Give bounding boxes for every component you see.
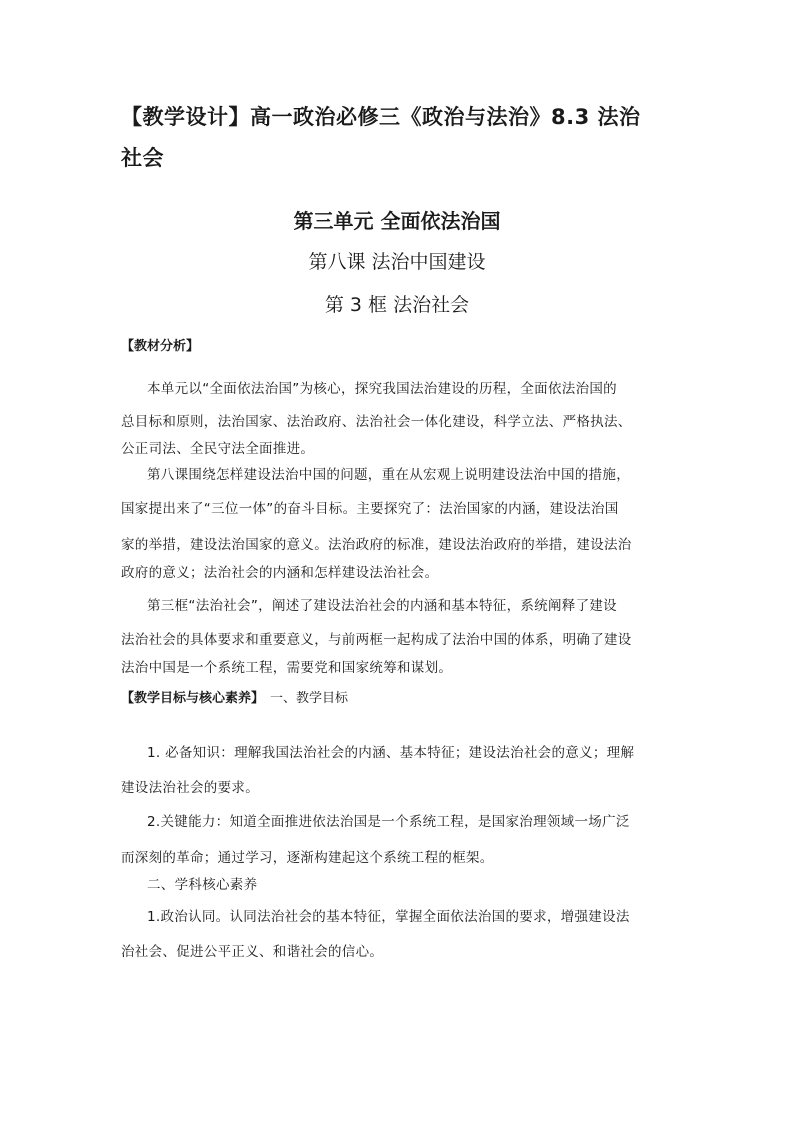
teaching-goals-heading (121, 687, 348, 706)
paragraph-line: 治社会、促进公平正义、和谐社会的信心。 (121, 944, 384, 960)
paragraph-line: 第八课围绕怎样建设法治中国的问题，重在从宏观上说明建设法治中国的措施， (147, 467, 630, 483)
document-title-line-2: 社会 (121, 146, 164, 170)
paragraph-line: 总目标和原则，法治国家、法治政府、法治社会一体化建设，科学立法、严格执法、 (121, 414, 632, 430)
document-title-line-1: 【教学设计】高一政治必修三《政治与法治》8.3 法治 (121, 105, 641, 129)
teaching-goals-heading-label: 【教学目标与核心素养】 (121, 691, 265, 706)
paragraph-line: 建设法治社会的要求。 (121, 780, 259, 796)
paragraph-line: 而深刻的革命；通过学习，逐渐构建起这个系统工程的框架。 (121, 850, 494, 866)
paragraph-line: 国家提出来了“三位一体”的奋斗目标。主要探究了：法治国家的内涵，建设法治国 (121, 501, 619, 517)
paragraph-line: 第三框“法治社会”，阐述了建设法治社会的内涵和基本特征，系统阐释了建设 (147, 598, 617, 614)
paragraph-line: 政府的意义；法治社会的内涵和怎样建设法治社会。 (121, 565, 439, 581)
paragraph-line: 1.政治认同。认同法治社会的基本特征，掌握全面依法治国的要求，增强建设法 (147, 909, 630, 925)
paragraph-line: 法治中国是一个系统工程，需要党和国家统筹和谋划。 (121, 660, 453, 676)
paragraph-line: 家的举措，建设法治国家的意义。法治政府的标准，建设法治政府的举措，建设法治 (121, 537, 632, 553)
textbook-analysis-heading: 【教材分析】 (121, 339, 200, 354)
lesson-title: 第八课 法治中国建设 (308, 251, 486, 273)
paragraph-line: 本单元以“全面依法治国”为核心，探究我国法治建设的历程，全面依法治国的 (147, 381, 617, 397)
paragraph-line: 1. 必备知识：理解我国法治社会的内涵、基本特征；建设法治社会的意义；理解 (147, 745, 635, 761)
document-title (121, 97, 681, 179)
paragraph-line: 法治社会的具体要求和重要意义，与前两框一起构成了法治中国的体系，明确了建设 (121, 632, 632, 648)
unit-title: 第三单元 全面依法治国 (293, 209, 501, 233)
teaching-goals-subheading: 一、教学目标 (270, 691, 349, 706)
section-subheading: 二、学科核心素养 (147, 877, 258, 893)
paragraph-line: 2.关键能力：知道全面推进依法治国是一个系统工程，是国家治理领域一场广泛 (147, 814, 630, 830)
frame-title: 第 3 框 法治社会 (324, 294, 470, 316)
paragraph-line: 公正司法、全民守法全面推进。 (121, 441, 315, 457)
